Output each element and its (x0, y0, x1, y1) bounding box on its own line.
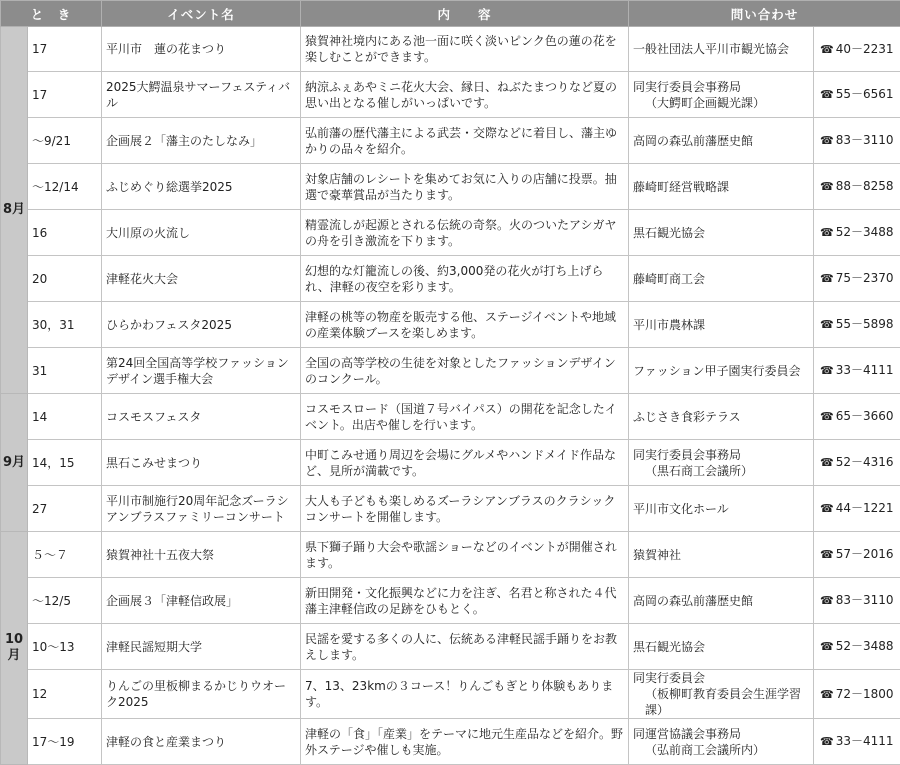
contact-org-cell (629, 719, 814, 765)
event-name-cell: 企画展３「津軽信政展」 (102, 578, 301, 624)
event-name-cell: 2025大鰐温泉サマーフェスティバル (102, 72, 301, 118)
event-name-cell: 津軽の食と産業まつり (102, 719, 301, 765)
event-name-cell: 津軽民謡短期大学 (102, 624, 301, 670)
phone-icon: ☎ (820, 594, 834, 607)
table-row (1, 624, 900, 670)
contact-tel-cell (814, 670, 900, 719)
table-row (1, 210, 900, 256)
contact-tel-cell (814, 27, 900, 72)
contact-tel: 88－8258 (836, 179, 894, 193)
contact-tel-cell (814, 72, 900, 118)
event-name-cell: 猿賀神社十五夜大祭 (102, 532, 301, 578)
event-name-cell: ふじめぐり総選挙2025 (102, 164, 301, 210)
date-cell: ～9/21 (28, 118, 102, 164)
content-cell: 弘前藩の歴代藩主による武芸・交際などに着目し、藩主ゆかりの品々を紹介。 (301, 118, 629, 164)
content-cell: 新田開発・文化振興などに力を注ぎ、名君と称された４代藩主津軽信政の足跡をひもとく。 (301, 578, 629, 624)
contact-tel-cell (814, 486, 900, 532)
contact-org-cell (629, 210, 814, 256)
phone-icon: ☎ (820, 134, 834, 147)
contact-tel-cell (814, 210, 900, 256)
table-body (1, 27, 900, 765)
event-name-cell: 黒石こみせまつり (102, 440, 301, 486)
contact-org-sub: （大鰐町企画観光課） (633, 95, 809, 111)
content-cell: 精霊流しが起源とされる伝統の奇祭。火のついたアシガヤの舟を引き激流を下ります。 (301, 210, 629, 256)
date-cell: 16 (28, 210, 102, 256)
contact-org: 藤崎町商工会 (633, 272, 705, 286)
phone-icon: ☎ (820, 364, 834, 377)
contact-org-cell (629, 486, 814, 532)
event-name-cell: りんごの里板柳まるかじりウオーク2025 (102, 670, 301, 719)
contact-org-sub: （板柳町教育委員会生涯学習課） (633, 686, 809, 718)
contact-tel-cell (814, 532, 900, 578)
table-row (1, 578, 900, 624)
contact-org-cell (629, 348, 814, 394)
content-cell: 幻想的な灯籠流しの後、約3,000発の花火が打ち上げられ、津軽の夜空を彩ります。 (301, 256, 629, 302)
contact-org-cell (629, 256, 814, 302)
phone-icon: ☎ (820, 410, 834, 423)
contact-org: 同実行委員会事務局 (633, 448, 741, 462)
contact-tel: 55－5898 (836, 317, 894, 331)
contact-tel-cell (814, 578, 900, 624)
event-name-cell: 企画展２「藩主のたしなみ」 (102, 118, 301, 164)
date-cell: 10～13 (28, 624, 102, 670)
contact-org-cell (629, 27, 814, 72)
phone-icon: ☎ (820, 735, 834, 748)
contact-tel-cell (814, 440, 900, 486)
event-name-cell: 平川市 蓮の花まつり (102, 27, 301, 72)
event-name-cell: ひらかわフェスタ2025 (102, 302, 301, 348)
content-cell: 津軽の桃等の物産を販売する他、ステージイベントや地域の産業体験ブースを楽しめます。 (301, 302, 629, 348)
contact-tel: 52－3488 (836, 225, 894, 239)
header-contact: 問い合わせ (629, 1, 900, 27)
contact-tel: 52－3488 (836, 639, 894, 653)
table-row (1, 302, 900, 348)
month-label: 9月 (1, 455, 27, 471)
date-cell: ５～７ (28, 532, 102, 578)
date-cell: 20 (28, 256, 102, 302)
contact-tel: 52－4316 (836, 455, 894, 469)
content-cell: 対象店舗のレシートを集めてお気に入りの店舗に投票。抽選で豪華賞品が当たります。 (301, 164, 629, 210)
event-name-cell: コスモスフェスタ (102, 394, 301, 440)
event-name-cell: 第24回全国高等学校ファッションデザイン選手権大会 (102, 348, 301, 394)
phone-icon: ☎ (820, 456, 834, 469)
contact-org-cell (629, 72, 814, 118)
contact-tel: 65－3660 (836, 409, 894, 423)
contact-org-cell (629, 578, 814, 624)
contact-tel-cell (814, 164, 900, 210)
table-row (1, 348, 900, 394)
table-row (1, 440, 900, 486)
date-cell: 14 (28, 394, 102, 440)
date-cell: 17～19 (28, 719, 102, 765)
content-cell: コスモスロード（国道７号バイパス）の開花を記念したイベント。出店や催しを行います。 (301, 394, 629, 440)
phone-icon: ☎ (820, 43, 834, 56)
contact-org-sub: （弘前商工会議所内） (633, 742, 809, 758)
content-cell: 全国の高等学校の生徒を対象としたファッションデザインのコンクール。 (301, 348, 629, 394)
contact-tel: 55－6561 (836, 87, 894, 101)
phone-icon: ☎ (820, 502, 834, 515)
contact-org-sub: （黒石商工会議所） (633, 463, 809, 479)
contact-tel: 44－1221 (836, 501, 894, 515)
table-header (1, 1, 900, 27)
table-row (1, 486, 900, 532)
phone-icon: ☎ (820, 640, 834, 653)
contact-org-cell (629, 394, 814, 440)
phone-icon: ☎ (820, 272, 834, 285)
phone-icon: ☎ (820, 88, 834, 101)
contact-tel-cell (814, 302, 900, 348)
contact-org: ファッション甲子園実行委員会 (633, 364, 801, 378)
contact-org-cell (629, 670, 814, 719)
contact-org: 一般社団法人平川市観光協会 (633, 42, 789, 56)
contact-org-cell (629, 118, 814, 164)
date-cell: 12 (28, 670, 102, 719)
month-label: 10月 (1, 632, 27, 664)
date-cell: 14，15 (28, 440, 102, 486)
contact-tel: 83－3110 (836, 133, 894, 147)
phone-icon: ☎ (820, 226, 834, 239)
phone-icon: ☎ (820, 548, 834, 561)
contact-org: 黒石観光協会 (633, 640, 705, 654)
month-cell (1, 27, 28, 394)
date-cell: 17 (28, 72, 102, 118)
contact-org: 猿賀神社 (633, 548, 681, 562)
contact-org-cell (629, 624, 814, 670)
contact-tel: 33－4111 (836, 363, 894, 377)
contact-tel: 33－4111 (836, 734, 894, 748)
date-cell: 17 (28, 27, 102, 72)
date-cell: 31 (28, 348, 102, 394)
table-row (1, 256, 900, 302)
table-row (1, 394, 900, 440)
table-row (1, 670, 900, 719)
contact-org: 平川市文化ホール (633, 502, 729, 516)
event-name-cell: 大川原の火流し (102, 210, 301, 256)
contact-org: 同運営協議会事務局 (633, 727, 741, 741)
month-label: 8月 (1, 202, 27, 218)
contact-tel-cell (814, 624, 900, 670)
contact-org-cell (629, 532, 814, 578)
contact-org: 同実行委員会 (633, 671, 705, 685)
table-row (1, 118, 900, 164)
contact-org-cell (629, 440, 814, 486)
contact-tel-cell (814, 256, 900, 302)
contact-org: 藤崎町経営戦略課 (633, 180, 729, 194)
contact-org-cell (629, 302, 814, 348)
month-cell (1, 532, 28, 765)
phone-icon: ☎ (820, 318, 834, 331)
table-row (1, 27, 900, 72)
contact-org: 黒石観光協会 (633, 226, 705, 240)
table-row (1, 72, 900, 118)
table-row (1, 532, 900, 578)
contact-tel-cell (814, 394, 900, 440)
contact-org: ふじさき食彩テラス (633, 410, 741, 424)
table-row (1, 164, 900, 210)
contact-tel: 40－2231 (836, 42, 894, 56)
event-name-cell: 平川市制施行20周年記念ズーラシアンブラスファミリーコンサート (102, 486, 301, 532)
contact-org: 平川市農林課 (633, 318, 705, 332)
month-cell (1, 394, 28, 532)
content-cell: 県下獅子踊り大会や歌謡ショーなどのイベントが開催されます。 (301, 532, 629, 578)
header-toki: と き (1, 1, 102, 27)
contact-tel: 72－1800 (836, 687, 894, 701)
event-name-cell: 津軽花火大会 (102, 256, 301, 302)
contact-tel: 83－3110 (836, 593, 894, 607)
phone-icon: ☎ (820, 688, 834, 701)
date-cell: 30，31 (28, 302, 102, 348)
table-row (1, 719, 900, 765)
content-cell: 大人も子どもも楽しめるズーラシアンブラスのクラシックコンサートを開催します。 (301, 486, 629, 532)
contact-tel-cell (814, 719, 900, 765)
contact-tel: 75－2370 (836, 271, 894, 285)
content-cell: 7、13、23kmの３コース！りんごもぎとり体験もあります。 (301, 670, 629, 719)
content-cell: 猿賀神社境内にある池一面に咲く淡いピンク色の蓮の花を楽しむことができます。 (301, 27, 629, 72)
contact-org: 高岡の森弘前藩歴史館 (633, 134, 753, 148)
contact-tel-cell (814, 348, 900, 394)
contact-tel: 57－2016 (836, 547, 894, 561)
content-cell: 民謡を愛する多くの人に、伝統ある津軽民謡手踊りをお教えします。 (301, 624, 629, 670)
header-event: イベント名 (102, 1, 301, 27)
content-cell: 津軽の「食」「産業」をテーマに地元生産品などを紹介。野外ステージや催しも実施。 (301, 719, 629, 765)
date-cell: 27 (28, 486, 102, 532)
content-cell: 納涼ふぇあやミニ花火大会、縁日、ねぶたまつりなど夏の思い出となる催しがいっぱいです。 (301, 72, 629, 118)
phone-icon: ☎ (820, 180, 834, 193)
contact-tel-cell (814, 118, 900, 164)
date-cell: ～12/14 (28, 164, 102, 210)
header-content: 内 容 (301, 1, 629, 27)
contact-org-cell (629, 164, 814, 210)
contact-org: 同実行委員会事務局 (633, 80, 741, 94)
date-cell: ～12/5 (28, 578, 102, 624)
contact-org: 高岡の森弘前藩歴史館 (633, 594, 753, 608)
content-cell: 中町こみせ通り周辺を会場にグルメやハンドメイド作品など、見所が満載です。 (301, 440, 629, 486)
